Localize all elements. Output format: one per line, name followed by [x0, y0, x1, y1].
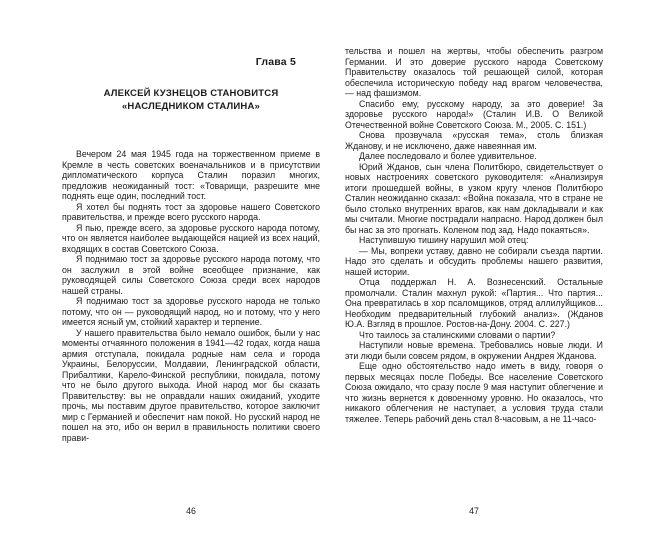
page-number-right: 47	[469, 506, 479, 516]
paragraph: У нашего правительства было немало ошибок, были у нас моменты отчаянного положения в 1941—42 годах, когда наша армия отступала, покидала родные нам села и города Украины, Белоруссии, Молдавии, Ленинградской области, Прибалтики, Карело-Финской республики, покидала, потому что не было другого выхода. Иной народ мог бы сказать Правительству: вы не оправдали наших ожиданий, уходите прочь, мы поставим другое правительство, которое заключит мир с Германией и обеспечит нам покой. Но русский народ не пошел на это, ибо он верил в правильность политики своего прави-	[62, 327, 320, 443]
paragraph: Далее последовало и более удивительное.	[359, 151, 537, 161]
left-page-body	[62, 149, 320, 443]
paragraph: Что таилось за сталинскими словами о партии?	[359, 329, 556, 340]
paragraph: Наступили новые времена. Требовались новые люди. И эти люди были совсем рядом, в окружении Андрея Жданова.	[345, 340, 603, 361]
paragraph: Я пью, прежде всего, за здоровье русского народа потому, что он является наиболее выдающейся нацией из всех наций, входящих в состав Советского Союза.	[62, 222, 320, 254]
paragraph: Я поднимаю тост за здоровье русского народа не только потому, что он — руководящий народ, но и потому, что у него имеется ясный ум, стойкий характер и терпение.	[62, 296, 320, 327]
paragraph: Я хотел бы поднять тост за здоровье нашего Советского правительства, и прежде всего русского народа.	[62, 201, 320, 222]
paragraph: Отца поддержал Н. А. Вознесенский. Остальные промолчали. Сталин махнул рукой: «Партия... Что партия... Она превратилась в хор псаломщиков, отряд аллилуйщиков... Необходим предварительный глубокий анализ». (Жданов Ю.А. Взгляд в прошлое. Ростов-на-Дону. 2004. С. 227.)	[345, 277, 603, 329]
paragraph: Вечером 24 мая 1945 года на торжественном приеме в Кремле в честь советских военачальников и в присутствии дипломатического корпуса Сталин поразил многих, предложив неожиданный тост: «Товарищи, разрешите мне поднять еще один, последний тост.	[62, 149, 320, 201]
paragraph: — Мы, вопреки уставу, давно не собирали съезда партии. Надо это сделать и обсудить проблемы нашего развития, нашей истории.	[345, 245, 603, 277]
chapter-title-line2: «НАСЛЕДНИКОМ СТАЛИНА»	[121, 100, 261, 112]
right-page-body	[345, 46, 603, 424]
chapter-title	[62, 88, 320, 113]
page-number-left: 46	[186, 506, 196, 516]
left-page	[62, 0, 320, 540]
paragraph: Снова прозвучала «русская тема», столь близкая Жданову, и не исключено, даже навеянная им.	[345, 130, 603, 151]
paragraph: тельства и пошел на жертвы, чтобы обеспечить разгром Германии. И это доверие русского народа Советскому Правительству оказалось той решающей силой, которая обеспечила историческую победу над врагом человечества, — над фашизмом.	[345, 46, 603, 98]
paragraph: Юрий Жданов, сын члена Политбюро, свидетельствует о новых настроениях советского руководителя: «Анализируя итоги прошедшей войны, в узком кругу членов Политбюро Сталин неожиданно сказал: «Война показала, что в стране не было столько внутренних врагов, как нам докладывали и как мы считали. Многие пострадали напрасно. Народ должен был бы нас за это прогнать. Коленом под зад. Надо покаяться».	[345, 161, 603, 235]
paragraph: Еще одно обстоятельство надо иметь в виду, говоря о первых месяцах после Победы. Все население Советского Союза ожидало, что сразу после 9 мая наступит облегчение и что жизнь вернется к довоенному уровню. Но оказалось, что никакого облегчения не наступает, а условия труда стали тяжелее. Теперь рабочий день стал 8-часовым, а не 11-часо-	[345, 361, 603, 424]
paragraph: Спасибо ему, русскому народу, за это доверие! За здоровье русского народа!» (Сталин И.В. О Великой Отечественной войне Советского Союза. М., 2005. С. 151.)	[345, 98, 603, 130]
chapter-title-line1: АЛЕКСЕЙ КУЗНЕЦОВ СТАНОВИТСЯ	[103, 88, 279, 99]
chapter-label: Глава 5	[255, 56, 296, 68]
paragraph: Наступившую тишину нарушил мой отец:	[359, 235, 529, 245]
paragraph: Я поднимаю тост за здоровье русского народа потому, что он заслужил в этой войне всеобщее признание, как руководящей силы Советского Союза среди всех народов нашей страны.	[62, 254, 320, 296]
right-page	[345, 0, 603, 540]
